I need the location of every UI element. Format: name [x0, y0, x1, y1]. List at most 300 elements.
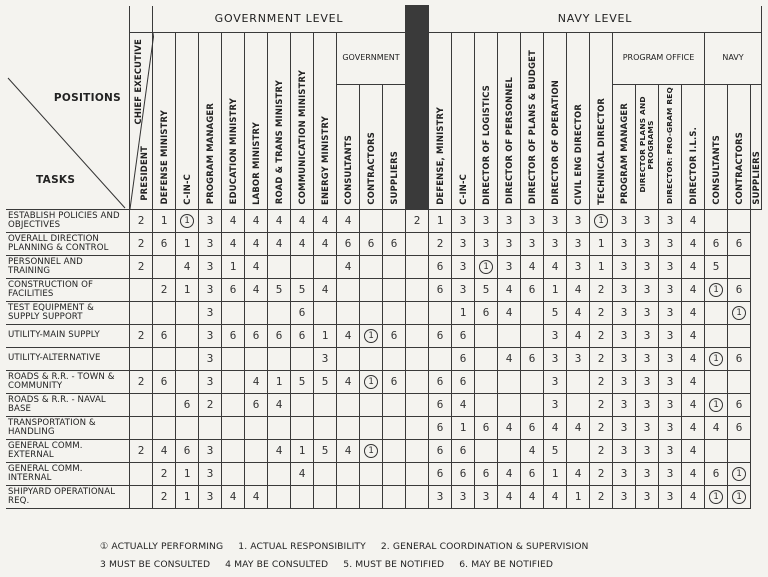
matrix-cell: 2: [590, 347, 613, 370]
matrix-cell: 4: [337, 255, 360, 278]
matrix-cell: 4: [544, 416, 567, 439]
navy-group-col-consultants: [705, 84, 728, 209]
matrix-cell: 6: [475, 416, 498, 439]
matrix-cell: 6: [429, 439, 452, 462]
table-row: [6, 347, 762, 370]
matrix-cell: [337, 347, 360, 370]
matrix-cell: 3: [498, 255, 521, 278]
matrix-cell: [337, 278, 360, 301]
matrix-cell: 4: [682, 301, 705, 324]
program-office-group-header: PROGRAM OFFICE: [613, 32, 705, 84]
matrix-cell: 6: [153, 370, 176, 393]
matrix-cell: [268, 416, 291, 439]
navy-col-civil-eng-director: [567, 32, 590, 209]
program-office-col-1: [613, 84, 636, 209]
matrix-cell: 2: [153, 462, 176, 485]
matrix-cell: 6: [429, 462, 452, 485]
task-label: GENERAL COMM. INTERNAL: [6, 462, 130, 485]
matrix-cell: 1: [176, 232, 199, 255]
matrix-cell: [268, 462, 291, 485]
matrix-cell: [406, 393, 429, 416]
matrix-cell: [360, 255, 383, 278]
matrix-cell: [291, 255, 314, 278]
task-label: SHIPYARD OPERATIONAL REQ.: [6, 485, 130, 508]
matrix-cell: [314, 462, 337, 485]
matrix-cell: [705, 278, 728, 301]
matrix-cell: 4: [544, 255, 567, 278]
matrix-cell: 3: [452, 209, 475, 232]
navy-col-director-of-operation: [544, 32, 567, 209]
matrix-cell: 3: [567, 232, 590, 255]
matrix-cell: 4: [498, 278, 521, 301]
matrix-cell: 5: [475, 278, 498, 301]
matrix-cell: 3: [659, 393, 682, 416]
matrix-cell: 4: [682, 347, 705, 370]
matrix-cell: 3: [544, 370, 567, 393]
matrix-cell: 1: [544, 462, 567, 485]
matrix-cell: 4: [682, 462, 705, 485]
matrix-cell: [222, 347, 245, 370]
matrix-cell: 4: [245, 255, 268, 278]
matrix-cell: 3: [498, 209, 521, 232]
navy-col-director-of-logistics: [475, 32, 498, 209]
matrix-cell: 4: [268, 393, 291, 416]
matrix-cell: [705, 393, 728, 416]
matrix-cell: 3: [544, 324, 567, 347]
matrix-cell: 3: [613, 393, 636, 416]
matrix-cell: 4: [245, 485, 268, 508]
matrix-cell: 1: [452, 416, 475, 439]
task-label: ESTABLISH POLICIES AND OBJECTIVES: [6, 209, 130, 232]
matrix-cell: 2: [130, 439, 153, 462]
matrix-cell: [222, 301, 245, 324]
task-label: TEST EQUIPMENT & SUPPLY SUPPORT: [6, 301, 130, 324]
table-row: [6, 209, 762, 232]
matrix-cell: [475, 393, 498, 416]
matrix-cell: [383, 485, 406, 508]
responsibility-matrix: [6, 5, 762, 509]
gov-col-c-in-c: [176, 32, 199, 209]
legend-may-be-notified: 6. MAY BE NOTIFIED: [459, 559, 554, 570]
matrix-cell: 3: [544, 393, 567, 416]
table-row: [6, 370, 762, 393]
circled-one-icon: 1: [180, 214, 194, 228]
legend-actually-performing: ① ACTUALLY PERFORMING: [100, 541, 224, 552]
matrix-cell: [130, 462, 153, 485]
matrix-cell: 3: [613, 347, 636, 370]
matrix-cell: 4: [245, 278, 268, 301]
matrix-cell: [705, 324, 728, 347]
matrix-cell: 4: [222, 209, 245, 232]
matrix-cell: 1: [314, 324, 337, 347]
circled-one-icon: 1: [709, 490, 723, 504]
gov-col-program-manager-label: PROGRAM MANAGER: [205, 103, 215, 205]
task-label: PERSONNEL AND TRAINING: [6, 255, 130, 278]
matrix-cell: [130, 485, 153, 508]
matrix-cell: 3: [636, 278, 659, 301]
matrix-cell: 3: [636, 347, 659, 370]
navy-level-header: NAVY LEVEL: [429, 6, 762, 33]
matrix-cell: 6: [153, 324, 176, 347]
table-row: [6, 485, 762, 508]
matrix-cell: [705, 347, 728, 370]
matrix-cell: [130, 278, 153, 301]
table-row: [6, 232, 762, 255]
matrix-cell: [245, 462, 268, 485]
matrix-cell: 2: [130, 209, 153, 232]
matrix-cell: 6: [728, 278, 751, 301]
matrix-cell: 6: [360, 232, 383, 255]
matrix-cell: [383, 416, 406, 439]
matrix-cell: [199, 416, 222, 439]
navy-col-director-of-logistics-label: DIRECTOR OF LOGISTICS: [481, 84, 491, 205]
matrix-cell: 3: [659, 485, 682, 508]
matrix-cell: [245, 439, 268, 462]
matrix-cell: 3: [613, 301, 636, 324]
matrix-cell: 1: [176, 278, 199, 301]
matrix-cell: 4: [682, 370, 705, 393]
matrix-cell: [521, 301, 544, 324]
matrix-cell: 4: [567, 278, 590, 301]
matrix-cell: 4: [268, 232, 291, 255]
matrix-cell: 4: [498, 462, 521, 485]
matrix-cell: [176, 347, 199, 370]
matrix-cell: 3: [659, 232, 682, 255]
matrix-cell: 6: [728, 232, 751, 255]
matrix-cell: 6: [521, 278, 544, 301]
matrix-cell: 4: [498, 301, 521, 324]
matrix-cell: 3: [636, 393, 659, 416]
gov-col-energy-ministry-label: ENERGY MINISTRY: [320, 115, 330, 205]
matrix-cell: 4: [682, 485, 705, 508]
matrix-cell: [475, 324, 498, 347]
matrix-cell: 5: [314, 439, 337, 462]
matrix-cell: [705, 370, 728, 393]
legend-line-1: [100, 538, 601, 556]
chief-executive-president-header: [130, 32, 153, 209]
matrix-cell: 4: [176, 255, 199, 278]
gov-col-defense-ministry: [153, 32, 176, 209]
gov-col-c-in-c-label: C-IN-C: [182, 173, 192, 205]
matrix-cell: [337, 462, 360, 485]
matrix-cell: [406, 278, 429, 301]
matrix-cell: [268, 485, 291, 508]
matrix-cell: 4: [337, 209, 360, 232]
program-office-col-3: [659, 84, 682, 209]
legend-line-2: [100, 556, 601, 574]
matrix-cell: [222, 439, 245, 462]
task-label: OVERALL DIRECTION PLANNING & CONTROL: [6, 232, 130, 255]
table-row: [6, 278, 762, 301]
matrix-cell: 3: [567, 209, 590, 232]
matrix-cell: 3: [659, 462, 682, 485]
matrix-cell: 4: [153, 439, 176, 462]
matrix-cell: 4: [521, 255, 544, 278]
president-label: PRESIDENT: [139, 145, 149, 201]
matrix-cell: 4: [567, 462, 590, 485]
matrix-cell: 4: [268, 439, 291, 462]
matrix-cell: [383, 255, 406, 278]
matrix-cell: [360, 324, 383, 347]
matrix-cell: 4: [498, 485, 521, 508]
matrix-cell: [567, 439, 590, 462]
navy-col-director-of-personnel: [498, 32, 521, 209]
navy-group-col-consultants-label: CONSULTANTS: [711, 134, 721, 205]
matrix-cell: [360, 370, 383, 393]
positions-label: POSITIONS: [53, 91, 121, 104]
matrix-cell: [383, 301, 406, 324]
matrix-cell: 1: [222, 255, 245, 278]
matrix-cell: [498, 324, 521, 347]
matrix-cell: [245, 301, 268, 324]
matrix-cell: 6: [429, 393, 452, 416]
matrix-cell: [314, 416, 337, 439]
gov-group-col-suppliers: [383, 84, 406, 209]
matrix-cell: [383, 278, 406, 301]
matrix-cell: 3: [613, 278, 636, 301]
matrix-cell: 6: [475, 301, 498, 324]
task-label: ROADS & R.R. - TOWN & COMMUNITY: [6, 370, 130, 393]
matrix-cell: [153, 347, 176, 370]
matrix-cell: 2: [130, 324, 153, 347]
matrix-cell: 3: [199, 301, 222, 324]
circled-one-icon: 1: [732, 306, 746, 320]
matrix-cell: [360, 347, 383, 370]
matrix-cell: 4: [245, 209, 268, 232]
gov-col-program-manager: [199, 32, 222, 209]
matrix-cell: [475, 439, 498, 462]
matrix-cell: 2: [590, 393, 613, 416]
matrix-cell: 6: [705, 462, 728, 485]
matrix-cell: 4: [567, 301, 590, 324]
matrix-cell: 3: [636, 301, 659, 324]
matrix-cell: 1: [429, 209, 452, 232]
gov-col-education-ministry: [222, 32, 245, 209]
matrix-cell: 6: [728, 393, 751, 416]
program-office-col-2-label: DIRECTOR PLANS AND PROGRAMS: [638, 96, 655, 193]
matrix-cell: [406, 301, 429, 324]
matrix-cell: 3: [613, 232, 636, 255]
navy-col-technical-director-label: TECHNICAL DIRECTOR: [596, 97, 606, 205]
matrix-cell: 6: [452, 324, 475, 347]
matrix-cell: 6: [383, 370, 406, 393]
matrix-cell: 6: [521, 347, 544, 370]
matrix-cell: 6: [521, 416, 544, 439]
matrix-cell: 3: [199, 462, 222, 485]
program-office-col-4-label: DIRECTOR I.L.S.: [688, 126, 698, 205]
matrix-cell: 2: [429, 232, 452, 255]
matrix-cell: 3: [659, 347, 682, 370]
exec-top-spacer: [130, 6, 153, 33]
matrix-cell: 6: [268, 324, 291, 347]
matrix-cell: [222, 416, 245, 439]
matrix-cell: 4: [682, 393, 705, 416]
matrix-cell: 1: [544, 278, 567, 301]
matrix-cell: 3: [613, 255, 636, 278]
matrix-cell: [337, 416, 360, 439]
matrix-cell: 1: [176, 462, 199, 485]
matrix-cell: 2: [590, 370, 613, 393]
matrix-cell: [360, 439, 383, 462]
matrix-cell: [728, 255, 751, 278]
matrix-cell: [130, 347, 153, 370]
matrix-cell: 2: [130, 232, 153, 255]
matrix-cell: [268, 301, 291, 324]
matrix-cell: 6: [291, 301, 314, 324]
matrix-cell: [153, 393, 176, 416]
matrix-cell: 4: [705, 416, 728, 439]
matrix-cell: 4: [245, 370, 268, 393]
matrix-cell: 3: [636, 255, 659, 278]
matrix-cell: [337, 393, 360, 416]
navy-col-defense-ministry-label: DEFENSE, MINISTRY: [435, 106, 445, 205]
matrix-cell: 3: [636, 232, 659, 255]
gov-group-col-consultants-label: CONSULTANTS: [343, 134, 353, 205]
matrix-cell: [383, 393, 406, 416]
task-label: CONSTRUCTION OF FACILITIES: [6, 278, 130, 301]
matrix-cell: [567, 370, 590, 393]
gov-group-col-contractors: [360, 84, 383, 209]
program-office-col-4: [682, 84, 705, 209]
navy-col-defense-ministry: [429, 32, 452, 209]
matrix-cell: 5: [291, 370, 314, 393]
matrix-cell: 3: [636, 462, 659, 485]
matrix-cell: 4: [567, 324, 590, 347]
matrix-cell: 3: [659, 278, 682, 301]
government-level-header: GOVERNMENT LEVEL: [153, 6, 406, 33]
matrix-cell: 2: [590, 278, 613, 301]
table-row: [6, 416, 762, 439]
matrix-cell: [728, 370, 751, 393]
matrix-cell: 3: [452, 278, 475, 301]
matrix-cell: [406, 347, 429, 370]
matrix-cell: 3: [521, 209, 544, 232]
circled-one-icon: 1: [594, 214, 608, 228]
matrix-cell: [314, 485, 337, 508]
matrix-cell: 3: [636, 370, 659, 393]
matrix-cell: 4: [314, 209, 337, 232]
matrix-cell: 6: [222, 278, 245, 301]
matrix-cell: 5: [544, 301, 567, 324]
circled-one-icon: 1: [732, 467, 746, 481]
matrix-cell: 2: [590, 462, 613, 485]
matrix-cell: 5: [291, 278, 314, 301]
matrix-cell: 6: [245, 393, 268, 416]
matrix-cell: 3: [613, 370, 636, 393]
matrix-cell: [130, 416, 153, 439]
matrix-cell: 2: [590, 324, 613, 347]
matrix-cell: [360, 301, 383, 324]
matrix-cell: 3: [659, 255, 682, 278]
matrix-cell: 5: [705, 255, 728, 278]
matrix-cell: [383, 439, 406, 462]
table-row: [6, 462, 762, 485]
matrix-cell: 4: [682, 416, 705, 439]
matrix-cell: [498, 393, 521, 416]
program-office-col-2: [636, 84, 659, 209]
matrix-cell: 4: [291, 232, 314, 255]
matrix-cell: [245, 416, 268, 439]
matrix-cell: [705, 439, 728, 462]
matrix-cell: [245, 347, 268, 370]
matrix-cell: 6: [337, 232, 360, 255]
matrix-cell: [383, 209, 406, 232]
navy-col-director-of-personnel-label: DIRECTOR OF PERSONNEL: [504, 77, 514, 205]
gov-col-education-ministry-label: EDUCATION MINISTRY: [228, 98, 238, 205]
matrix-cell: 1: [567, 485, 590, 508]
matrix-cell: [360, 393, 383, 416]
navy-col-c-in-c-label: C-IN-C: [458, 173, 468, 205]
matrix-cell: 3: [613, 209, 636, 232]
matrix-cell: 3: [199, 439, 222, 462]
matrix-cell: [337, 301, 360, 324]
matrix-cell: [360, 209, 383, 232]
matrix-cell: 6: [429, 324, 452, 347]
circled-one-icon: 1: [364, 375, 378, 389]
matrix-cell: [176, 301, 199, 324]
matrix-cell: 5: [268, 278, 291, 301]
circled-one-icon: 1: [732, 490, 746, 504]
matrix-cell: 3: [199, 255, 222, 278]
matrix-cell: 3: [567, 347, 590, 370]
matrix-cell: 6: [222, 324, 245, 347]
matrix-cell: [590, 209, 613, 232]
matrix-cell: [406, 462, 429, 485]
gov-col-road-trans-ministry-label: ROAD & TRANS MINISTRY: [274, 80, 284, 205]
matrix-cell: [291, 485, 314, 508]
navy-col-technical-director: [590, 32, 613, 209]
matrix-cell: [728, 485, 751, 508]
circled-one-icon: 1: [479, 260, 493, 274]
matrix-cell: 6: [452, 439, 475, 462]
navy-col-director-of-operation-label: DIRECTOR OF OPERATION: [550, 79, 560, 205]
matrix-cell: 3: [452, 485, 475, 508]
matrix-cell: [176, 209, 199, 232]
task-label: UTILITY-MAIN SUPPLY: [6, 324, 130, 347]
matrix-cell: [360, 485, 383, 508]
matrix-cell: [153, 416, 176, 439]
matrix-cell: 4: [521, 439, 544, 462]
matrix-cell: 3: [613, 439, 636, 462]
matrix-cell: 3: [636, 324, 659, 347]
matrix-cell: [383, 462, 406, 485]
matrix-cell: [728, 439, 751, 462]
matrix-cell: 1: [590, 232, 613, 255]
level-separator: [406, 6, 429, 210]
matrix-cell: 3: [613, 416, 636, 439]
gov-col-communication-ministry: [291, 32, 314, 209]
matrix-cell: [521, 393, 544, 416]
legend-must-be-notified: 5. MUST BE NOTIFIED: [343, 559, 445, 570]
navy-col-director-of-plans-budget: [521, 32, 544, 209]
matrix-cell: [406, 416, 429, 439]
matrix-cell: [705, 209, 728, 232]
matrix-cell: 3: [521, 232, 544, 255]
matrix-cell: 1: [291, 439, 314, 462]
matrix-cell: [291, 393, 314, 416]
matrix-cell: [406, 255, 429, 278]
matrix-cell: [268, 255, 291, 278]
matrix-cell: 6: [291, 324, 314, 347]
matrix-cell: [475, 370, 498, 393]
matrix-cell: 4: [222, 485, 245, 508]
matrix-cell: [406, 485, 429, 508]
matrix-cell: 4: [498, 416, 521, 439]
matrix-cell: 3: [636, 439, 659, 462]
navy-col-c-in-c: [452, 32, 475, 209]
matrix-cell: 2: [590, 485, 613, 508]
matrix-cell: 3: [452, 232, 475, 255]
